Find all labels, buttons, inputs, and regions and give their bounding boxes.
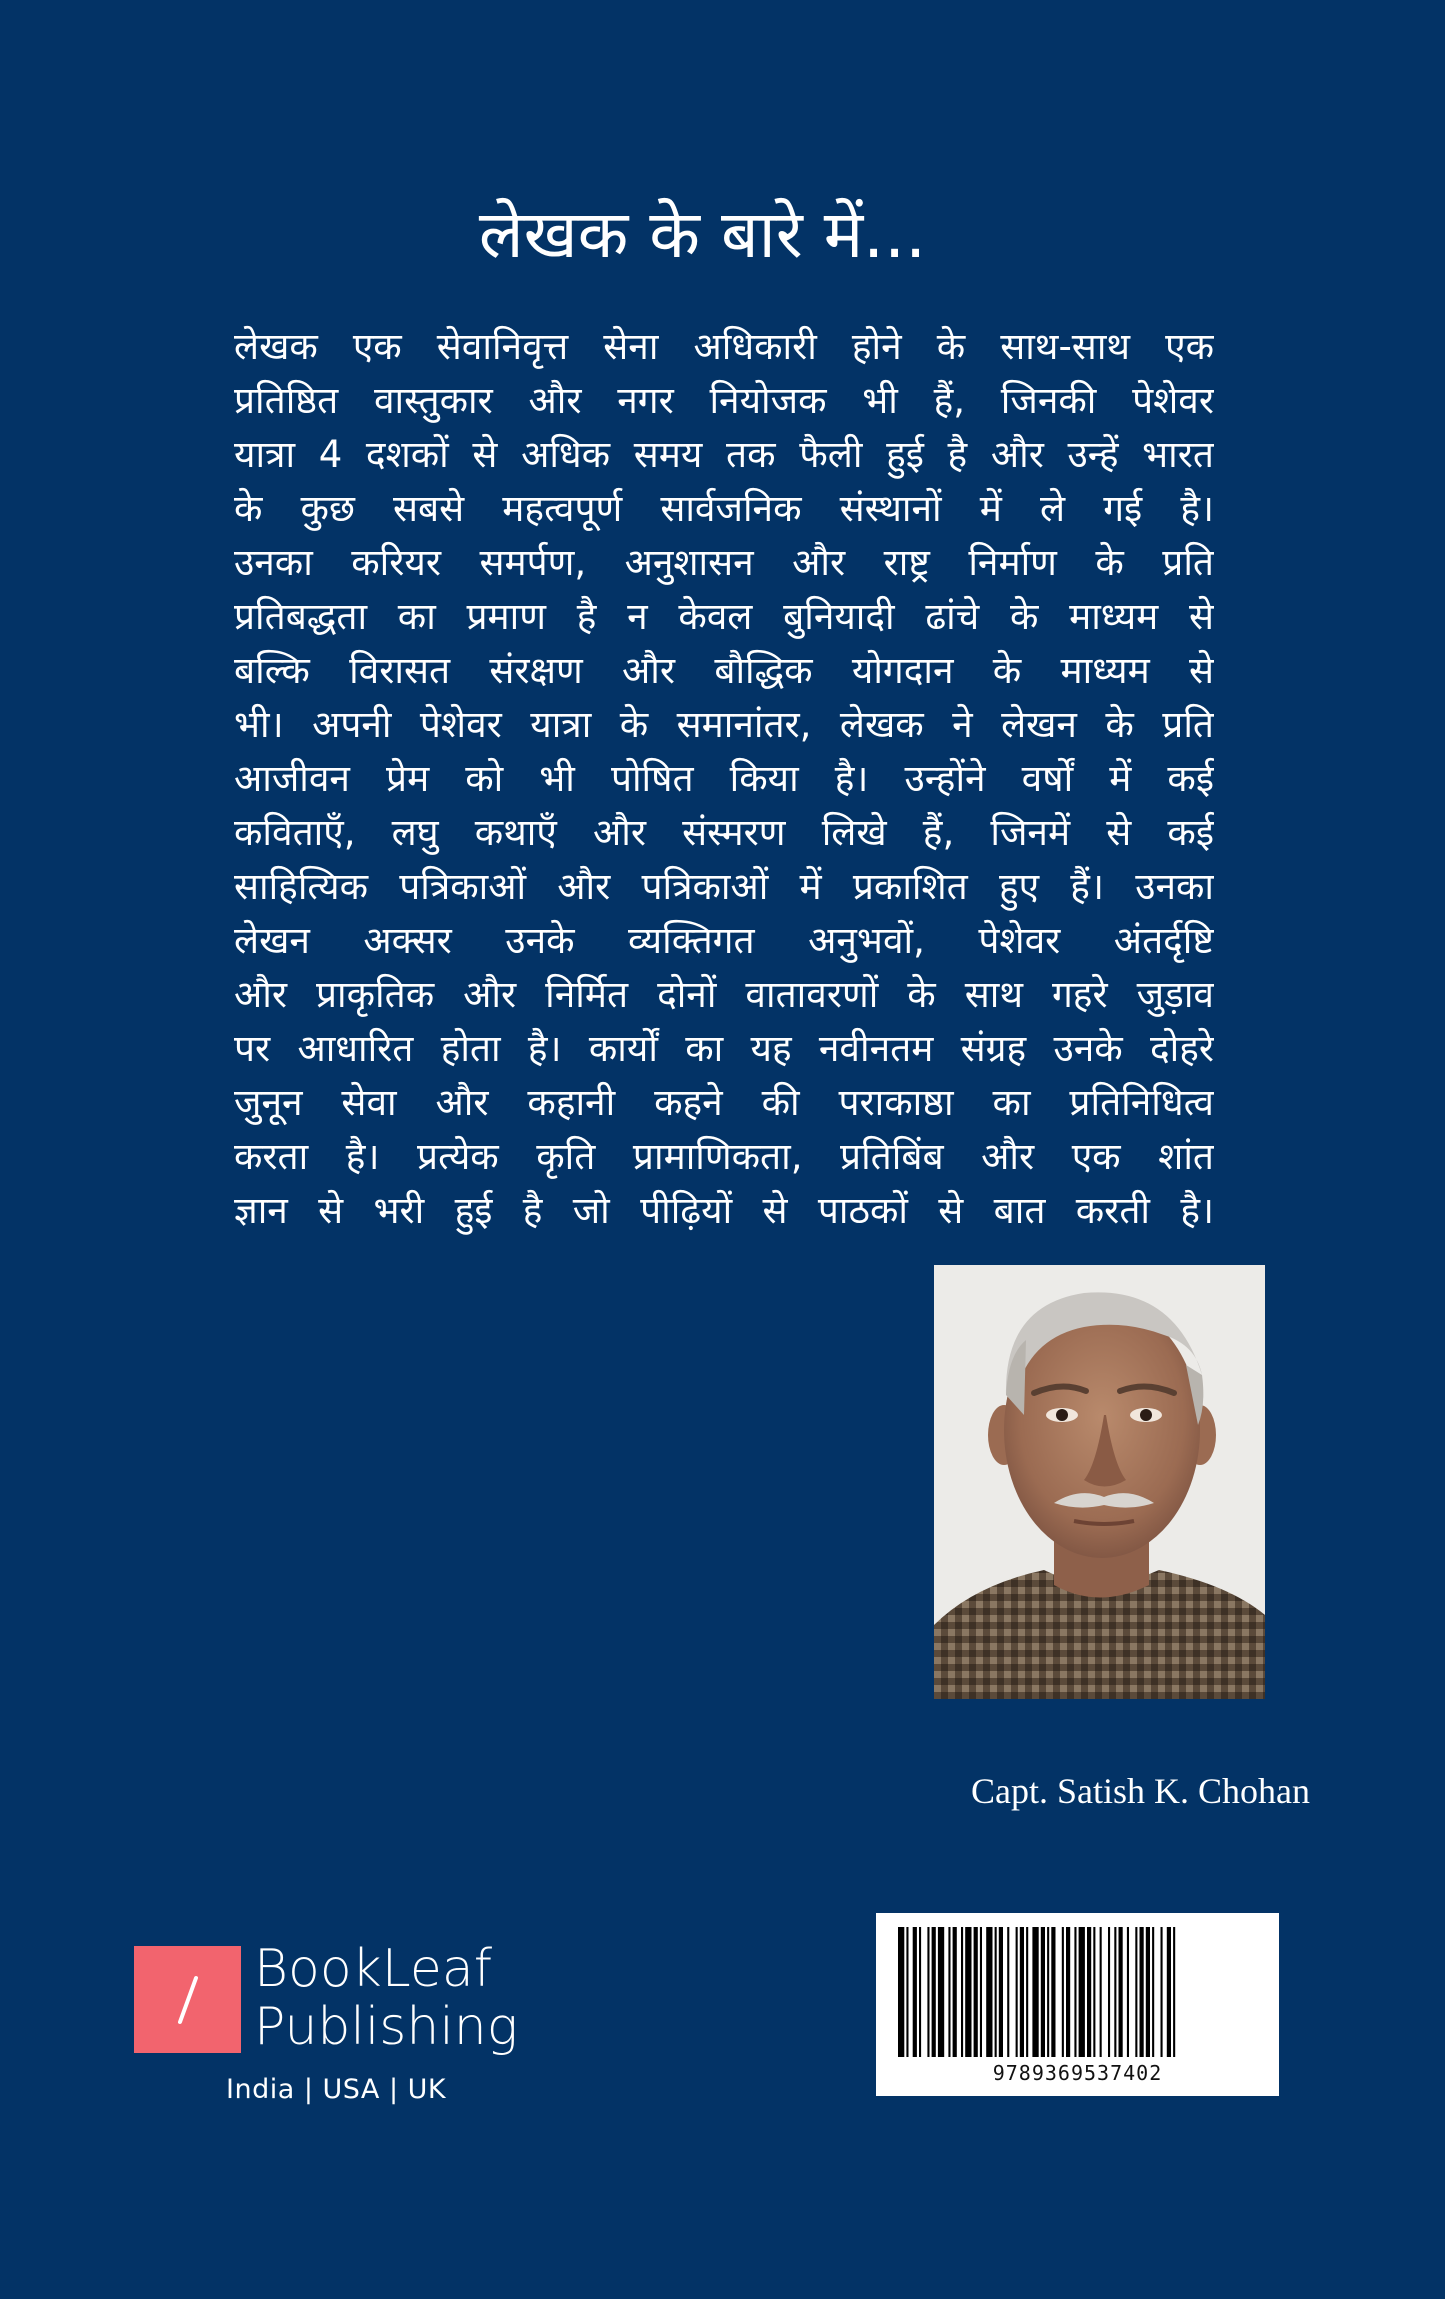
publisher-logo xyxy=(134,1946,241,2053)
barcode-bar xyxy=(1051,1927,1055,2057)
bio-line: लेखक एक सेवानिवृत्त सेना अधिकारी होने के साथ-साथ एक xyxy=(234,325,1214,368)
barcode-bar xyxy=(1167,1927,1171,2057)
bio-line: कविताएँ, लघु कथाएँ और संस्मरण लिखे हैं, जिनमें से कई xyxy=(234,811,1214,854)
barcode-bar xyxy=(906,1927,908,2057)
bio-line: भी। अपनी पेशेवर यात्रा के समानांतर, लेखक ने लेखन के प्रति xyxy=(234,703,1214,746)
barcode-bar xyxy=(974,1927,978,2057)
barcode-bar xyxy=(919,1927,921,2057)
barcode-bar xyxy=(938,1927,944,2057)
bio-line: के कुछ सबसे महत्वपूर्ण सार्वजनिक संस्थानों में ले गई है। xyxy=(234,487,1214,530)
barcode-bar xyxy=(913,1927,917,2057)
barcode-bar xyxy=(1032,1927,1038,2057)
bio-line: प्रतिबद्धता का प्रमाण है न केवल बुनियादी ढांचे के माध्यम से xyxy=(234,595,1214,638)
bio-line: जुनून सेवा और कहानी कहने की पराकाष्ठा का प्रतिनिधित्व xyxy=(234,1081,1214,1124)
publisher-name-line1: BookLeaf xyxy=(254,1939,493,1999)
about-author-heading: लेखक के बारे में... xyxy=(478,196,927,273)
barcode-bar xyxy=(948,1927,950,2057)
barcode-bar xyxy=(953,1927,957,2057)
barcode-bar xyxy=(932,1927,936,2057)
barcode-bar xyxy=(1047,1927,1049,2057)
author-bio xyxy=(234,320,1214,1238)
barcode-bar xyxy=(965,1927,971,2057)
barcode-bar xyxy=(1146,1927,1150,2057)
barcode-bar xyxy=(1127,1927,1129,2057)
barcode-bar xyxy=(1161,1927,1163,2057)
author-portrait-illustration xyxy=(934,1265,1265,1699)
barcode-bar xyxy=(927,1927,929,2057)
barcode-bar xyxy=(1108,1927,1110,2057)
author-name: Capt. Satish K. Chohan xyxy=(971,1771,1310,1811)
barcode-bar xyxy=(1093,1927,1095,2057)
barcode-bar xyxy=(1152,1927,1154,2057)
barcode-bar xyxy=(898,1927,904,2057)
barcode-bar xyxy=(1041,1927,1045,2057)
barcode-bar xyxy=(961,1927,963,2057)
bio-line: यात्रा 4 दशकों से अधिक समय तक फैली हुई है और उन्हें भारत xyxy=(234,433,1214,476)
barcode-bar xyxy=(1062,1927,1064,2057)
barcode-bar xyxy=(1074,1927,1076,2057)
publisher-regions: India | USA | UK xyxy=(226,2074,447,2105)
barcode-bar xyxy=(1079,1927,1085,2057)
bio-line: और प्राकृतिक और निर्मित दोनों वातावरणों के साथ गहरे जुड़ाव xyxy=(234,973,1214,1016)
barcode-bar xyxy=(1026,1927,1028,2057)
barcode-bar xyxy=(1007,1927,1009,2057)
barcode-bar xyxy=(1114,1927,1116,2057)
bio-line: साहित्यिक पत्रिकाओं और पत्रिकाओं में प्रकाशित हुए हैं। उनका xyxy=(234,865,1214,908)
barcode-bar xyxy=(1173,1927,1175,2057)
barcode-bar xyxy=(980,1927,982,2057)
isbn-number: 9789369537402 xyxy=(992,2061,1163,2085)
barcode-bar xyxy=(1119,1927,1123,2057)
bio-line: बल्कि विरासत संरक्षण और बौद्धिक योगदान के माध्यम से xyxy=(234,649,1214,692)
barcode-bar xyxy=(1016,1927,1018,2057)
barcode-bar xyxy=(1140,1927,1144,2057)
bio-line: आजीवन प्रेम को भी पोषित किया है। उन्होंने वर्षों में कई xyxy=(234,757,1214,800)
barcode-bar xyxy=(995,1927,997,2057)
barcode-bar xyxy=(1066,1927,1070,2057)
bio-line: ज्ञान से भरी हुई है जो पीढ़ियों से पाठकों से बात करती है। xyxy=(234,1189,1214,1232)
isbn-barcode xyxy=(876,1913,1279,2096)
bio-line: प्रतिष्ठित वास्तुकार और नगर नियोजक भी हैं, जिनकी पेशेवर xyxy=(234,379,1214,422)
barcode-bar xyxy=(1020,1927,1024,2057)
author-photo xyxy=(934,1265,1265,1699)
slash-icon xyxy=(134,1946,241,2053)
barcode-bar xyxy=(999,1927,1003,2057)
bio-line: लेखन अक्सर उनके व्यक्तिगत अनुभवों, पेशेवर अंतर्दृष्टि xyxy=(234,919,1214,962)
bio-line: पर आधारित होता है। कार्यों का यह नवीनतम संग्रह उनके दोहरे xyxy=(234,1027,1214,1070)
barcode-bar xyxy=(1100,1927,1102,2057)
bio-line: उनका करियर समर्पण, अनुशासन और राष्ट्र निर्माण के प्रति xyxy=(234,541,1214,584)
barcode-bar xyxy=(1087,1927,1091,2057)
publisher-name-line2: Publishing xyxy=(254,1997,518,2057)
barcode-bar xyxy=(1135,1927,1137,2057)
bio-line: करता है। प्रत्येक कृति प्रामाणिकता, प्रतिबिंब और एक शांत xyxy=(234,1135,1214,1178)
barcode-bar xyxy=(986,1927,992,2057)
